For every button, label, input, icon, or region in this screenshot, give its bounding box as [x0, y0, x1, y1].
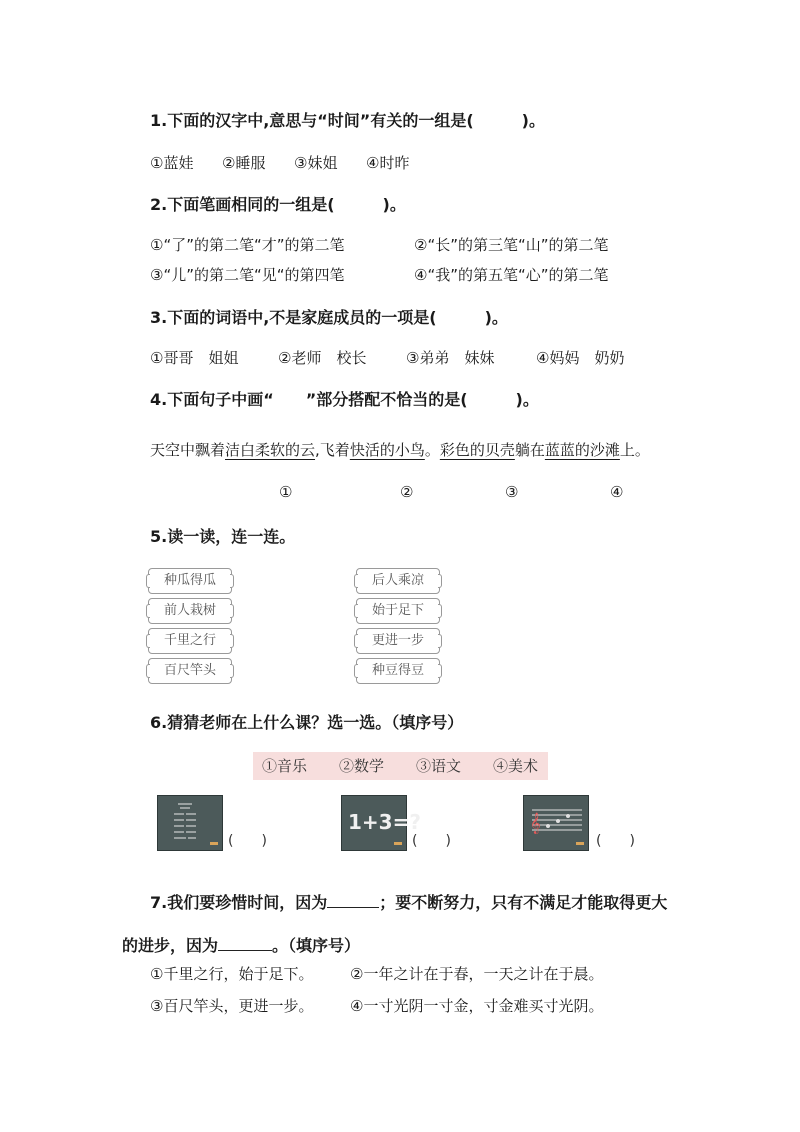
- q7-text-1: 7.我们要珍惜时间，因为: [150, 893, 328, 912]
- q5-left-card-1[interactable]: 种瓜得瓜: [148, 568, 232, 594]
- q5-right-card-3[interactable]: 更进一步: [356, 628, 440, 654]
- q2-option-3: ③“儿”的第二笔“见“的第四笔: [150, 266, 345, 284]
- q4-text-3: 。: [424, 441, 440, 459]
- q1-option-4: ④时昨: [366, 154, 410, 172]
- q4-underline-3: 彩色的贝壳: [439, 441, 515, 459]
- q6-option-2: ②数学: [339, 757, 385, 775]
- math-equation: 1+3=?: [348, 810, 421, 834]
- q5-right-card-4[interactable]: 种豆得豆: [356, 658, 440, 684]
- q7-line-1: [150, 890, 667, 913]
- blackboard-music-image: [523, 795, 589, 851]
- q1-option-2: ②睡服: [222, 154, 266, 172]
- q1-option-1: ①蓝娃: [150, 154, 194, 172]
- q5-title: 5.读一读，连一连。: [150, 527, 296, 546]
- q2-option-1: ①“了”的第二笔“才”的第二笔: [150, 236, 345, 254]
- svg-text:𝄞: 𝄞: [530, 813, 541, 834]
- q4-marker-3: ③: [505, 483, 519, 501]
- q7-blank-2[interactable]: [218, 936, 272, 951]
- q7-line-2: [122, 933, 360, 956]
- q7-text-2: ；要不断努力，只有不满足才能取得更大: [379, 893, 668, 912]
- board-eraser-icon: [342, 796, 406, 850]
- q4-title: 4.下面句子中画“ ”部分搭配不恰当的是( )。: [150, 390, 539, 409]
- blackboard-chinese-image: [157, 795, 223, 851]
- q4-marker-1: ①: [279, 483, 293, 501]
- q4-underline-2: 快活的小鸟: [349, 441, 425, 459]
- q4-sentence: [150, 439, 650, 460]
- q6-answer-paren-2[interactable]: ( ): [412, 833, 451, 849]
- chalk-writing-icon: [158, 796, 222, 850]
- q4-text-4: 躺在: [514, 441, 545, 459]
- q2-option-2: ②“长”的第三笔“山”的第二笔: [414, 236, 609, 254]
- q4-marker-2: ②: [400, 483, 414, 501]
- q6-option-4: ④美术: [493, 757, 539, 775]
- q6-title: 6.猜猜老师在上什么课？选一选。（填序号）: [150, 713, 464, 732]
- q4-text-2: ,飞着: [315, 441, 350, 459]
- q7-text-4: 。（填序号）: [272, 936, 361, 955]
- q5-left-card-3[interactable]: 千里之行: [148, 628, 232, 654]
- q5-right-card-1[interactable]: 后人乘凉: [356, 568, 440, 594]
- q4-text-1: 天空中飘着: [150, 441, 226, 459]
- q7-option-4: ④一寸光阴一寸金，寸金难买寸光阴。: [350, 997, 604, 1015]
- q7-option-2: ②一年之计在于春，一天之计在于晨。: [350, 965, 604, 983]
- q7-option-3: ③百尺竿头，更进一步。: [150, 997, 314, 1015]
- q3-option-2: ②老师 校长: [278, 349, 367, 367]
- q7-blank-1[interactable]: [327, 893, 379, 908]
- q5-left-card-4[interactable]: 百尺竿头: [148, 658, 232, 684]
- q4-marker-4: ④: [610, 483, 624, 501]
- q1-title: 1.下面的汉字中,意思与“时间”有关的一组是( )。: [150, 111, 545, 130]
- q4-underline-1: 洁白柔软的云: [225, 441, 316, 459]
- q4-text-5: 上。: [619, 441, 650, 459]
- q2-title: 2.下面笔画相同的一组是( )。: [150, 195, 406, 214]
- q6-answer-paren-3[interactable]: ( ): [596, 833, 635, 849]
- q5-right-card-2[interactable]: 始于足下: [356, 598, 440, 624]
- q3-option-4: ④妈妈 奶奶: [536, 349, 625, 367]
- q7-text-3: 的进步，因为: [122, 936, 219, 955]
- blackboard-math-image: [341, 795, 421, 851]
- q2-option-4: ④“我”的第五笔“心”的第二笔: [414, 266, 609, 284]
- q7-option-1: ①千里之行，始于足下。: [150, 965, 314, 983]
- q3-option-1: ①哥哥 姐姐: [150, 349, 239, 367]
- q6-options-banner: [253, 752, 548, 780]
- q5-left-card-2[interactable]: 前人栽树: [148, 598, 232, 624]
- q6-option-3: ③语文: [416, 757, 462, 775]
- q6-answer-paren-1[interactable]: ( ): [228, 833, 267, 849]
- q3-option-3: ③弟弟 妹妹: [406, 349, 495, 367]
- music-staff-icon: [524, 796, 588, 850]
- q1-option-3: ③妹姐: [294, 154, 338, 172]
- q6-option-1: ①音乐: [262, 757, 308, 775]
- q4-underline-4: 蓝蓝的沙滩: [544, 441, 620, 459]
- q3-title: 3.下面的词语中,不是家庭成员的一项是( )。: [150, 308, 508, 327]
